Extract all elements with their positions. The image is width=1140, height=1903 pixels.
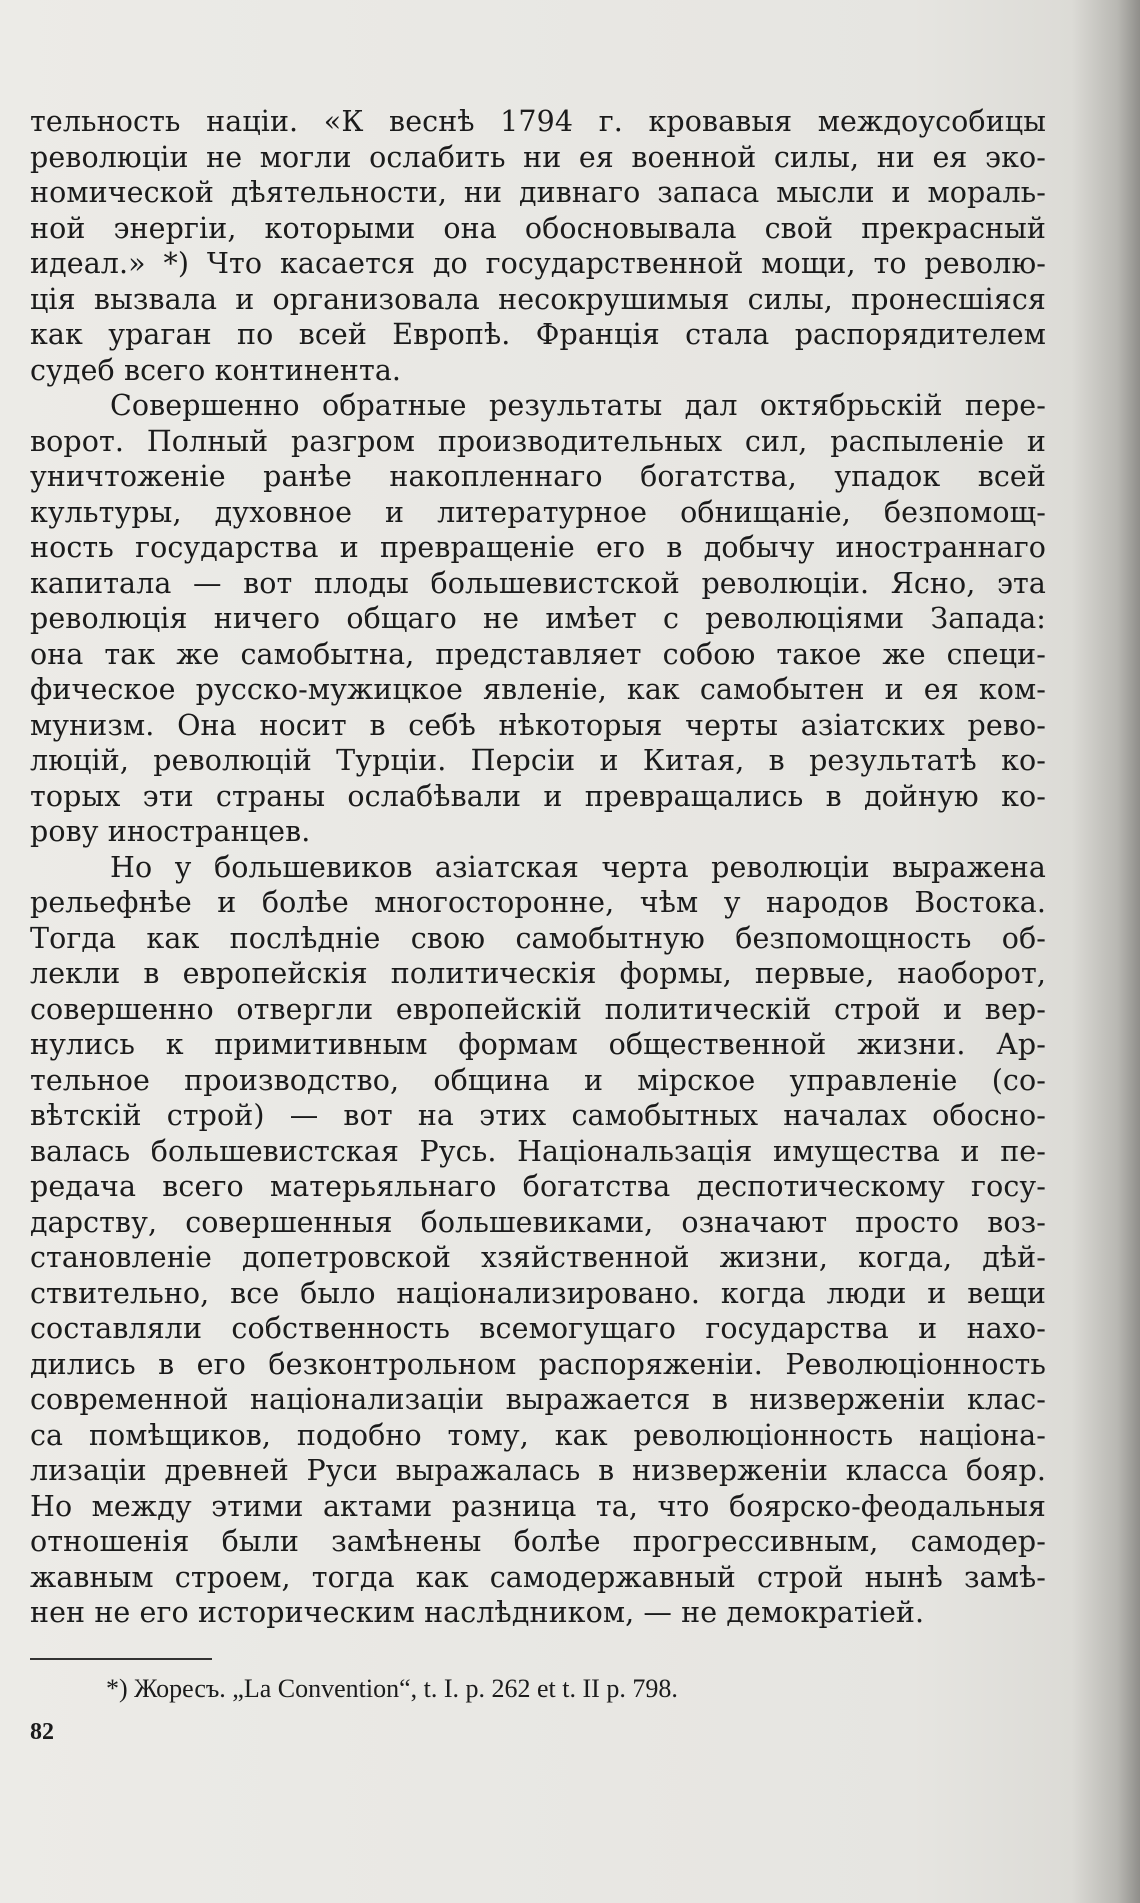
- text-line: рову иностранцев.: [30, 815, 311, 848]
- text-line: капитала — вот плоды большевистской революціи. Ясно, эта: [30, 566, 1046, 600]
- page-number: 82: [30, 1719, 54, 1745]
- text-line: Совершенно обратные результаты дал октябрьскій пере-: [110, 389, 1046, 422]
- text-line: как ураган по всей Европѣ. Франція стала распорядителем: [30, 318, 1046, 351]
- text-line: рельефнѣе и болѣе многосторонне, чѣм у народов Востока.: [30, 886, 1046, 919]
- text-line: тельность націи. «К веснѣ 1794 г. кровавыя междоусобицы: [30, 105, 1046, 138]
- main-text: [30, 104, 1046, 1631]
- footnote: *) Жоресъ. „La Convention“, t. I. p. 262 et t. II p. 798.: [106, 1674, 678, 1703]
- text-line: фическое русско-мужицкое явленіе, как самобытен и ея ком-: [30, 673, 1046, 706]
- text-line: са помѣщиков, подобно тому, как революціонность націона-: [30, 1418, 1046, 1452]
- text-line: революціи не могли ослабить ни ея военной силы, ни ея эко-: [30, 140, 1046, 174]
- text-line: ворот. Полный разгром производительных сил, распыленіе и: [30, 424, 1046, 458]
- text-line: торых эти страны ослабѣвали и превращались в дойную ко-: [30, 779, 1046, 813]
- text-line: идеал.» *) Что касается до государственной мощи, то револю-: [30, 247, 1046, 280]
- text-line: номической дѣятельности, ни дивнаго запаса мысли и мораль-: [30, 176, 1046, 209]
- text-line: Тогда как послѣдніе свою самобытную безпомощность об-: [30, 921, 1046, 955]
- text-line: тельное производство, община и мірское управленіе (со-: [30, 1063, 1046, 1097]
- text-line: уничтоженіе ранѣе накопленнаго богатства, упадок всей: [30, 460, 1046, 493]
- text-line: ція вызвала и организовала несокрушимыя силы, пронесшіяся: [30, 282, 1046, 316]
- text-line: составляли собственность всемогущаго государства и нахо-: [30, 1312, 1046, 1345]
- text-line: люцій, революцій Турціи. Персіи и Китая, в результатѣ ко-: [30, 744, 1046, 777]
- text-line: жавным строем, тогда как самодержавный строй нынѣ замѣ-: [30, 1560, 1046, 1594]
- text-line: мунизм. Она носит в себѣ нѣкоторыя черты азіатских рево-: [30, 708, 1046, 742]
- text-line: ность государства и превращеніе его в добычу иностраннаго: [30, 531, 1046, 564]
- paragraph: [30, 104, 1046, 388]
- text-line: совершенно отвергли европейскій политическій строй и вер-: [30, 992, 1046, 1026]
- text-line: Но у большевиков азіатская черта революціи выражена: [110, 850, 1046, 884]
- text-line: современной націонализаціи выражается в низверженіи клас-: [30, 1383, 1046, 1416]
- text-line: ствительно, все было націонализировано. когда люди и вещи: [30, 1276, 1046, 1310]
- text-line: отношенія были замѣнены болѣе прогрессивным, самодер-: [30, 1525, 1046, 1558]
- text-line: нулись к примитивным формам общественной жизни. Ар-: [30, 1028, 1046, 1061]
- text-line: ной энергіи, которыми она обосновывала свой прекрасный: [30, 211, 1046, 245]
- text-line: нен не его историческим наслѣдником, — не демократіей.: [30, 1596, 925, 1629]
- text-line: революція ничего общаго не имѣет с революціями Запада:: [30, 602, 1046, 635]
- paragraph: [30, 850, 1046, 1631]
- paragraph: [30, 388, 1046, 850]
- text-line: валась большевистская Русь. Національзація имущества и пе-: [30, 1134, 1046, 1168]
- text-line: лекли в европейскія политическія формы, первые, наоборот,: [30, 957, 1046, 990]
- text-line: дарству, совершенныя большевиками, означают просто воз-: [30, 1205, 1046, 1239]
- text-line: она так же самобытна, представляет собою такое же специ-: [30, 637, 1046, 671]
- text-line: Но между этими актами разница та, что боярско-феодальныя: [30, 1489, 1046, 1523]
- text-line: становленіе допетровской хзяйственной жизни, когда, дѣй-: [30, 1241, 1046, 1274]
- footnote-divider: [30, 1658, 212, 1660]
- text-line: лизаціи древней Руси выражалась в низверженіи класса бояр.: [30, 1454, 1046, 1487]
- text-line: вѣтскій строй) — вот на этих самобытных началах обосно-: [30, 1099, 1046, 1132]
- text-line: культуры, духовное и литературное обнищаніе, безпомощ-: [30, 495, 1046, 529]
- text-line: дились в его безконтрольном распоряженіи. Революціонность: [30, 1347, 1046, 1381]
- text-line: судеб всего континента.: [30, 353, 402, 387]
- text-line: редача всего матерьяльнаго богатства деспотическому госу-: [30, 1170, 1046, 1203]
